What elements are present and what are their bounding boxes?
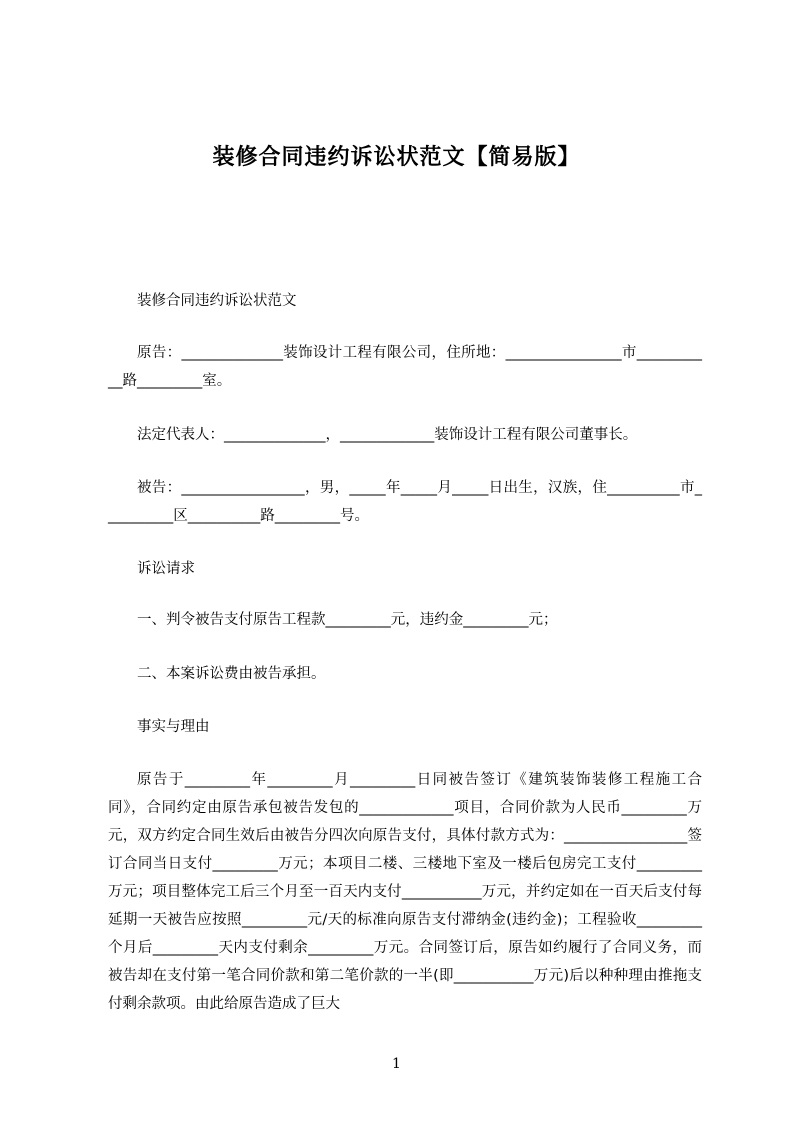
legal-representative-paragraph: 法定代表人：______________，_____________装饰设计工程有限公司董事长。 xyxy=(137,427,638,443)
claims-heading: 诉讼请求 xyxy=(137,561,195,577)
plaintiff-paragraph: 原告：______________装饰设计工程有限公司，住所地：________________市___________路_________室。 xyxy=(108,345,702,389)
page-number: 1 xyxy=(392,1056,401,1072)
facts-paragraph: 原告于_________年_________月_________日同被告签订《建筑装饰装修工程施工合同》，合同约定由原告承包被告发包的_____________项目，合同价款为人民币_________万元，双方约定合同生效后由被告分四次向原告支付，具体付款方式为：_________________签订合同当日支付_________万元；本项目二楼、三楼地下室及一楼后包房完工支付_________万元；项目整体完工后三个月至一百天内支付___________万元，并约定如在一百天后支付每延期一天被告应按照_________元/天的标准向原告支付滞纳金(违约金)；工程验收_________个月后_________天内支付剩余_________万元。合同签订后，原告如约履行了合同义务，而被告却在支付第一笔合同价款和第二笔价款的一半(即___________万元)后以种种理由推拖支付剩余款项。由此给原告造成了巨大 xyxy=(108,772,702,1012)
defendant-paragraph: 被告：_________________，男，_____年_____月_____日出生，汉族，住__________市__________区__________路_________号。 xyxy=(108,480,702,524)
claim-item-2: 二、本案诉讼费由被告承担。 xyxy=(137,666,326,682)
facts-heading: 事实与理由 xyxy=(137,719,210,735)
section-heading-complaint: 装修合同违约诉讼状范文 xyxy=(137,293,297,309)
document-title: 装修合同违约诉讼状范文【简易版】 xyxy=(212,145,581,170)
claim-item-1: 一、判令被告支付原告工程款_________元，违约金_________元； xyxy=(137,612,558,628)
